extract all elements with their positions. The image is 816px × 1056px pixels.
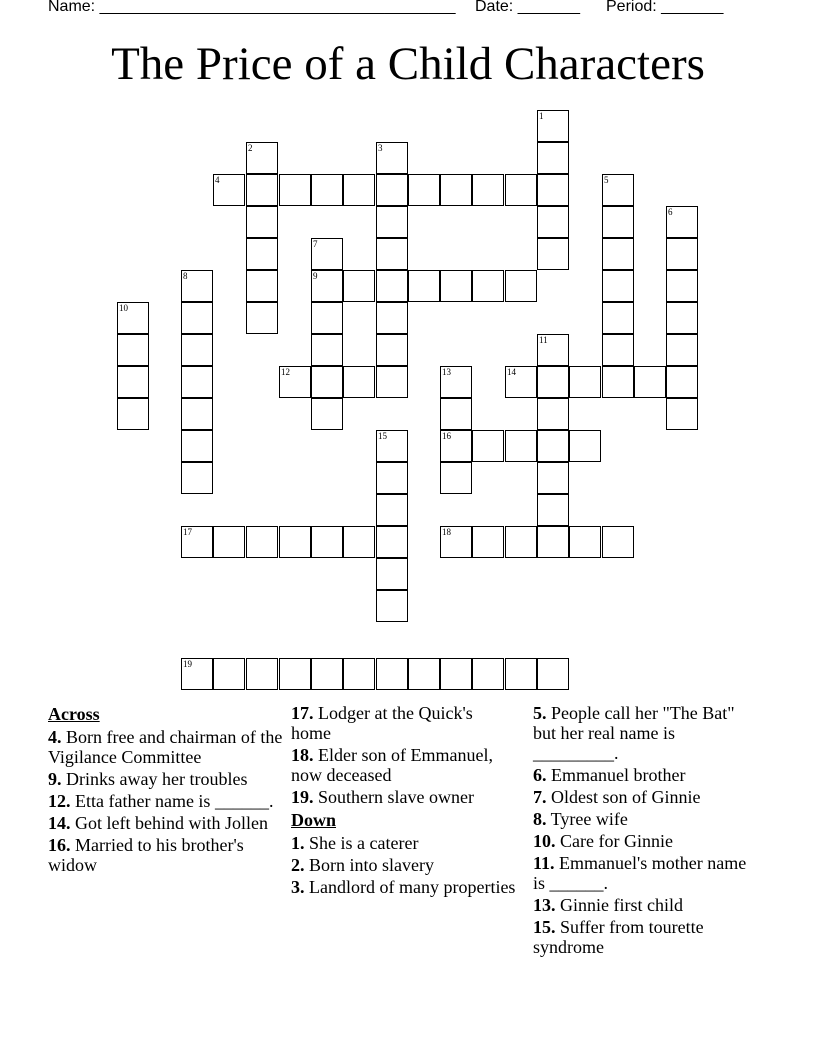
grid-cell[interactable]: [117, 366, 149, 398]
grid-cell[interactable]: [537, 494, 569, 526]
clue-item: [533, 853, 753, 893]
clue-number-label: 13.: [533, 895, 556, 915]
grid-cell[interactable]: [602, 270, 634, 302]
grid-cell[interactable]: [311, 366, 343, 398]
clue-number: 4: [215, 175, 220, 185]
clue-text: Tyree wife: [546, 809, 628, 829]
clue-number-label: 18.: [291, 745, 314, 765]
clue-number: 2: [248, 143, 253, 153]
grid-cell[interactable]: [472, 430, 504, 462]
across-clue-list: [48, 727, 288, 875]
clue-text: Etta father name is ______.: [70, 791, 274, 811]
grid-cell[interactable]: [537, 462, 569, 494]
grid-cell[interactable]: [666, 398, 698, 430]
grid-cell[interactable]: [537, 206, 569, 238]
grid-cell[interactable]: [505, 174, 537, 206]
clue-number: 17: [183, 527, 192, 537]
grid-cell[interactable]: [440, 398, 472, 430]
grid-cell[interactable]: [376, 174, 408, 206]
clues-column-1: [48, 703, 288, 877]
clue-text: Oldest son of Ginnie: [546, 787, 701, 807]
clue-number-label: 6.: [533, 765, 547, 785]
clue-number-label: 1.: [291, 833, 305, 853]
clue-text: Landlord of many properties: [304, 877, 516, 897]
grid-cell[interactable]: [666, 366, 698, 398]
grid-cell[interactable]: [376, 558, 408, 590]
clue-number: 19: [183, 659, 192, 669]
grid-cell[interactable]: [343, 366, 375, 398]
clue-text: Southern slave owner: [313, 787, 474, 807]
date-field[interactable]: Date: _______: [475, 0, 580, 15]
clue-number-label: 19.: [291, 787, 314, 807]
clue-item: [48, 769, 288, 789]
grid-cell[interactable]: [408, 270, 440, 302]
grid-cell[interactable]: [408, 658, 440, 690]
clue-number-label: 17.: [291, 703, 314, 723]
clue-number-label: 4.: [48, 727, 62, 747]
clue-item: [291, 855, 516, 875]
clue-item: [533, 703, 753, 763]
grid-cell[interactable]: [181, 462, 213, 494]
grid-cell[interactable]: [505, 658, 537, 690]
clue-number: 18: [442, 527, 451, 537]
clue-item: [533, 895, 753, 915]
grid-cell[interactable]: [376, 526, 408, 558]
grid-cell[interactable]: [343, 270, 375, 302]
grid-cell[interactable]: [537, 366, 569, 398]
grid-cell[interactable]: [472, 174, 504, 206]
grid-cell[interactable]: [376, 590, 408, 622]
page-title: The Price of a Child Characters: [111, 38, 705, 90]
grid-cell[interactable]: [537, 174, 569, 206]
grid-cell[interactable]: [181, 366, 213, 398]
grid-cell[interactable]: [505, 270, 537, 302]
grid-cell[interactable]: [376, 494, 408, 526]
grid-cell[interactable]: [213, 526, 245, 558]
grid-cell[interactable]: [505, 430, 537, 462]
clue-item: [533, 917, 753, 957]
clue-number: 9: [313, 271, 318, 281]
clue-text: Drinks away her troubles: [61, 769, 248, 789]
clue-item: [291, 833, 516, 853]
grid-cell[interactable]: [246, 526, 278, 558]
grid-cell[interactable]: [117, 398, 149, 430]
name-field[interactable]: Name: ________________________________________: [48, 0, 456, 15]
clue-text: Emmanuel's mother name is ______.: [533, 853, 747, 893]
grid-cell[interactable]: [537, 398, 569, 430]
clue-text: Care for Ginnie: [555, 831, 673, 851]
grid-cell[interactable]: [472, 526, 504, 558]
clue-number: 12: [281, 367, 290, 377]
grid-cell[interactable]: [343, 658, 375, 690]
clue-number: 1: [539, 111, 544, 121]
grid-cell[interactable]: [311, 302, 343, 334]
clue-item: [48, 791, 288, 811]
clue-number-label: 8.: [533, 809, 547, 829]
clue-number: 15: [378, 431, 387, 441]
grid-cell[interactable]: [246, 270, 278, 302]
grid-cell[interactable]: [666, 238, 698, 270]
grid-cell[interactable]: [376, 334, 408, 366]
grid-cell[interactable]: [376, 302, 408, 334]
grid-cell[interactable]: [279, 174, 311, 206]
grid-cell[interactable]: [246, 658, 278, 690]
grid-cell[interactable]: [569, 526, 601, 558]
grid-cell[interactable]: [472, 658, 504, 690]
clue-item: [533, 787, 753, 807]
clue-item: [48, 813, 288, 833]
period-field[interactable]: Period: _______: [606, 0, 724, 15]
clue-text: People call her "The Bat" but her real name is _________.: [533, 703, 735, 763]
grid-cell[interactable]: [440, 658, 472, 690]
clue-item: [533, 765, 753, 785]
clue-item: [291, 745, 516, 785]
clue-number: 14: [507, 367, 516, 377]
grid-cell[interactable]: [246, 174, 278, 206]
grid-cell[interactable]: [343, 174, 375, 206]
grid-cell[interactable]: [279, 658, 311, 690]
grid-cell[interactable]: [602, 238, 634, 270]
grid-cell[interactable]: [181, 398, 213, 430]
clue-item: [291, 703, 516, 743]
clue-number-label: 2.: [291, 855, 305, 875]
grid-cell[interactable]: [472, 270, 504, 302]
clue-item: [291, 877, 516, 897]
grid-cell[interactable]: [376, 462, 408, 494]
grid-cell[interactable]: [634, 366, 666, 398]
grid-cell[interactable]: [311, 398, 343, 430]
grid-cell[interactable]: [181, 430, 213, 462]
clue-item: [533, 809, 753, 829]
grid-cell[interactable]: [602, 526, 634, 558]
grid-cell[interactable]: [602, 334, 634, 366]
clues-column-2: [291, 703, 516, 899]
down-heading: Down: [291, 810, 337, 830]
grid-cell[interactable]: [376, 366, 408, 398]
clue-number: 3: [378, 143, 383, 153]
grid-cell[interactable]: [440, 462, 472, 494]
clue-number: 7: [313, 239, 318, 249]
clue-item: [48, 835, 288, 875]
grid-cell[interactable]: [311, 174, 343, 206]
clue-number: 5: [604, 175, 609, 185]
clue-text: Suffer from tourette syndrome: [533, 917, 704, 957]
clue-text: Married to his brother's widow: [48, 835, 244, 875]
clue-number-label: 9.: [48, 769, 62, 789]
grid-cell[interactable]: [537, 526, 569, 558]
grid-cell[interactable]: [440, 270, 472, 302]
clue-number-label: 11.: [533, 853, 555, 873]
grid-cell[interactable]: [602, 366, 634, 398]
grid-cell[interactable]: [117, 334, 149, 366]
clue-number: 11: [539, 335, 548, 345]
clue-number: 6: [668, 207, 673, 217]
down-clue-list-continued: [533, 703, 753, 957]
grid-cell[interactable]: [537, 658, 569, 690]
clue-number: 8: [183, 271, 188, 281]
grid-cell[interactable]: [376, 270, 408, 302]
across-heading: Across: [48, 704, 100, 724]
grid-cell[interactable]: [376, 658, 408, 690]
grid-cell[interactable]: [246, 206, 278, 238]
grid-cell[interactable]: [666, 334, 698, 366]
grid-cell[interactable]: [537, 430, 569, 462]
grid-cell[interactable]: [602, 206, 634, 238]
grid-cell[interactable]: [569, 430, 601, 462]
grid-cell[interactable]: [181, 334, 213, 366]
clue-number-label: 14.: [48, 813, 71, 833]
grid-cell[interactable]: [666, 302, 698, 334]
clue-number-label: 5.: [533, 703, 547, 723]
clue-item: [48, 727, 288, 767]
clue-text: Emmanuel brother: [546, 765, 686, 785]
grid-cell[interactable]: [376, 206, 408, 238]
clue-text: Lodger at the Quick's home: [291, 703, 473, 743]
clue-number: 16: [442, 431, 451, 441]
grid-cell[interactable]: [376, 238, 408, 270]
grid-cell[interactable]: [666, 270, 698, 302]
clue-number-label: 10.: [533, 831, 556, 851]
down-clue-list: [291, 833, 516, 897]
grid-cell[interactable]: [537, 142, 569, 174]
clue-number-label: 12.: [48, 791, 71, 811]
grid-cell[interactable]: [343, 526, 375, 558]
clue-number: 13: [442, 367, 451, 377]
clue-text: Elder son of Emmanuel, now deceased: [291, 745, 493, 785]
grid-cell[interactable]: [311, 526, 343, 558]
clue-number-label: 3.: [291, 877, 305, 897]
grid-cell[interactable]: [213, 658, 245, 690]
grid-cell[interactable]: [602, 302, 634, 334]
clue-text: Born free and chairman of the Vigilance Committee: [48, 727, 283, 767]
grid-cell[interactable]: [537, 238, 569, 270]
clues-column-3: [533, 703, 753, 959]
clue-item: [291, 787, 516, 807]
grid-cell[interactable]: [440, 174, 472, 206]
grid-cell[interactable]: [246, 302, 278, 334]
grid-cell[interactable]: [569, 366, 601, 398]
clue-text: Ginnie first child: [555, 895, 683, 915]
grid-cell[interactable]: [311, 334, 343, 366]
grid-cell[interactable]: [408, 174, 440, 206]
clue-item: [533, 831, 753, 851]
across-clue-list-continued: [291, 703, 516, 807]
clue-number: 10: [119, 303, 128, 313]
grid-cell[interactable]: [246, 238, 278, 270]
grid-cell[interactable]: [311, 658, 343, 690]
grid-cell[interactable]: [279, 526, 311, 558]
clue-number-label: 15.: [533, 917, 556, 937]
clue-number-label: 7.: [533, 787, 547, 807]
clue-text: She is a caterer: [304, 833, 419, 853]
grid-cell[interactable]: [181, 302, 213, 334]
clue-number-label: 16.: [48, 835, 71, 855]
grid-cell[interactable]: [505, 526, 537, 558]
clue-text: Born into slavery: [304, 855, 434, 875]
clue-text: Got left behind with Jollen: [70, 813, 268, 833]
